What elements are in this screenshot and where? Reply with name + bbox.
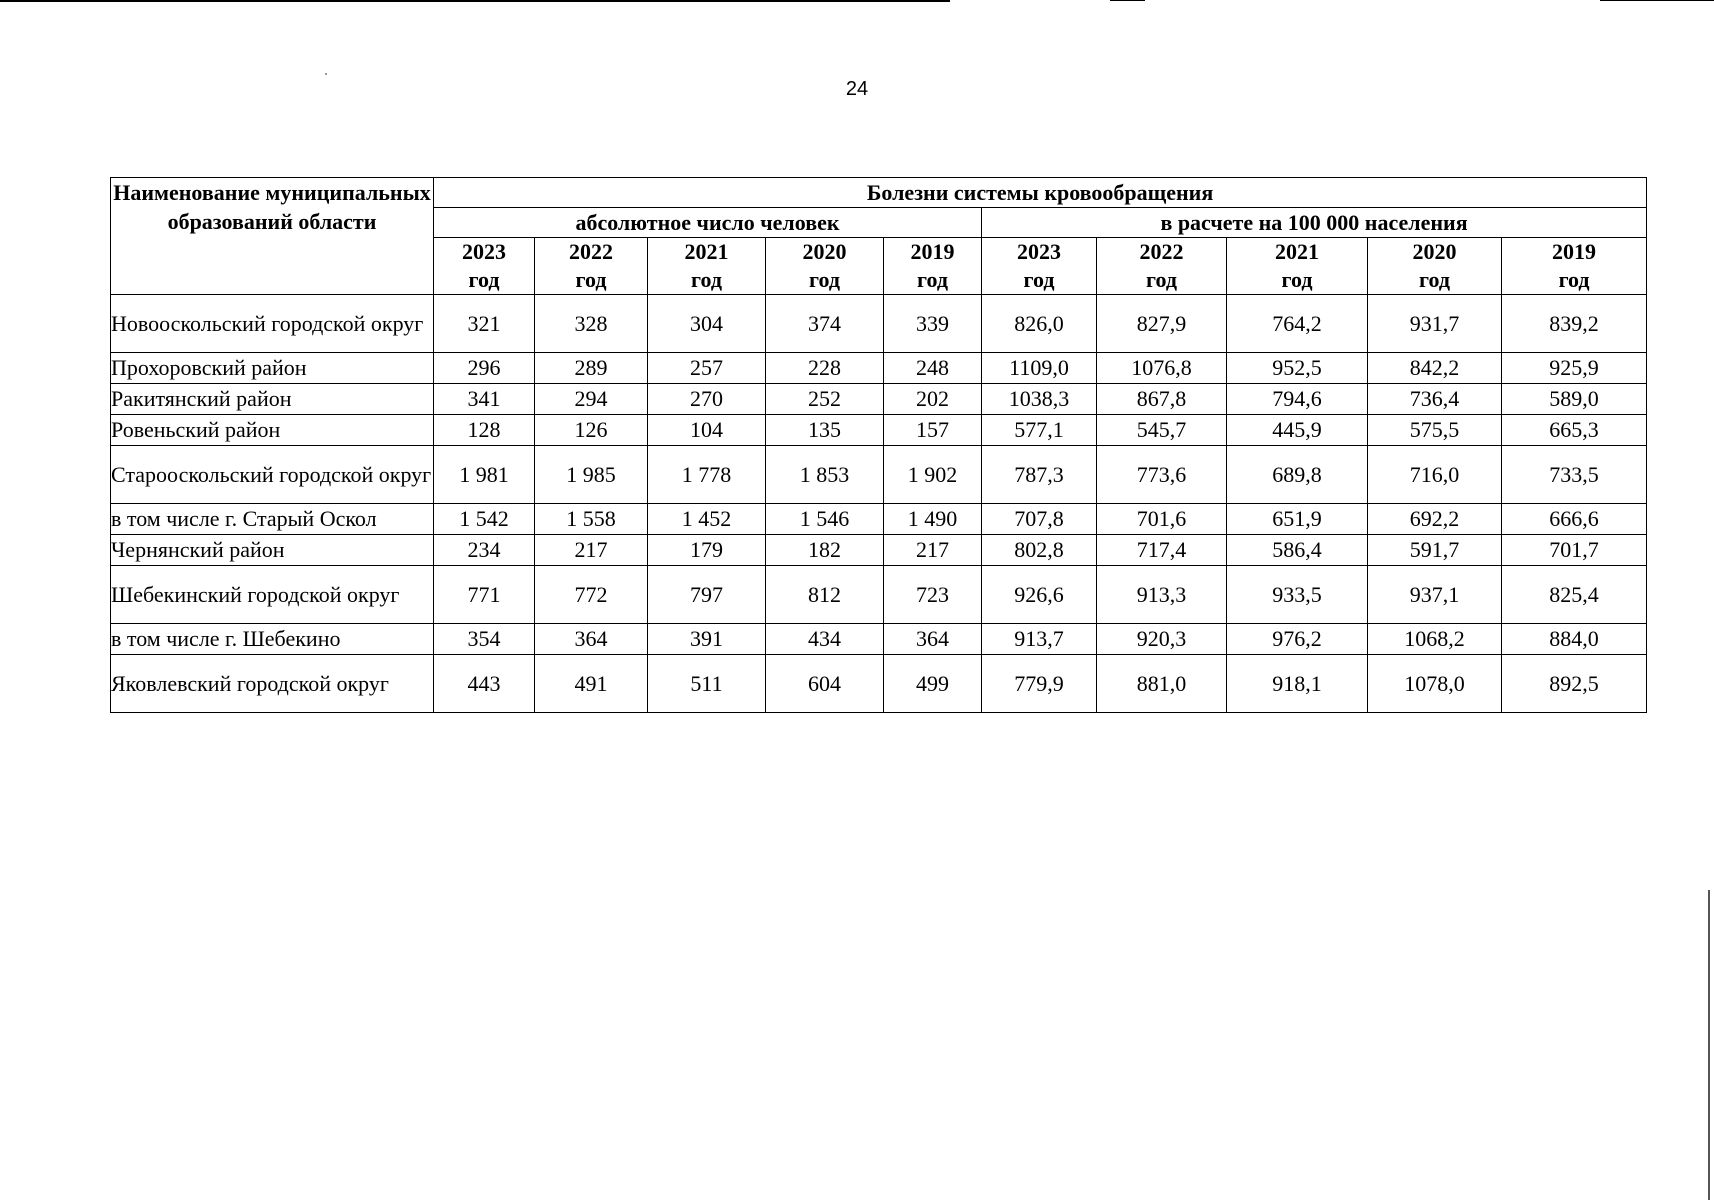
per100k-value-cell: 867,8 — [1097, 384, 1227, 415]
scan-side-line — [1708, 890, 1710, 1200]
table-row — [111, 353, 1647, 384]
per100k-value-cell: 1078,0 — [1368, 655, 1502, 713]
per100k-value-cell: 937,1 — [1368, 566, 1502, 624]
scan-edge-line — [0, 0, 950, 2]
per100k-value-cell: 773,6 — [1097, 446, 1227, 504]
absolute-value-cell: 364 — [535, 624, 648, 655]
year-header — [535, 238, 648, 295]
year-label: 2021 — [1275, 239, 1319, 264]
absolute-value-cell: 104 — [648, 415, 766, 446]
per100k-value-cell: 787,3 — [982, 446, 1097, 504]
per100k-value-cell: 764,2 — [1227, 295, 1368, 353]
year-suffix: год — [917, 267, 948, 292]
table-row — [111, 566, 1647, 624]
table-row — [111, 295, 1647, 353]
absolute-value-cell: 511 — [648, 655, 766, 713]
table-row — [111, 384, 1647, 415]
year-label: 2019 — [1552, 239, 1597, 264]
per100k-value-cell: 445,9 — [1227, 415, 1368, 446]
absolute-value-cell: 374 — [766, 295, 884, 353]
per100k-value-cell: 926,6 — [982, 566, 1097, 624]
per100k-value-cell: 651,9 — [1227, 504, 1368, 535]
year-label: 2023 — [462, 239, 506, 264]
absolute-value-cell: 248 — [884, 353, 982, 384]
year-label: 2019 — [910, 239, 955, 264]
municipality-name: в том числе г. Старый Оскол — [111, 504, 434, 535]
absolute-value-cell: 1 778 — [648, 446, 766, 504]
per100k-value-cell: 666,6 — [1502, 504, 1647, 535]
absolute-value-cell: 257 — [648, 353, 766, 384]
municipality-name: Старооскольский городской округ — [111, 446, 434, 504]
per100k-value-cell: 577,1 — [982, 415, 1097, 446]
absolute-value-cell: 1 452 — [648, 504, 766, 535]
absolute-value-cell: 217 — [884, 535, 982, 566]
per100k-value-cell: 779,9 — [982, 655, 1097, 713]
per100k-value-cell: 881,0 — [1097, 655, 1227, 713]
per100k-value-cell: 918,1 — [1227, 655, 1368, 713]
absolute-subheader: абсолютное число человек — [434, 208, 982, 238]
page-number: 24 — [845, 78, 869, 100]
per100k-value-cell: 701,6 — [1097, 504, 1227, 535]
absolute-value-cell: 491 — [535, 655, 648, 713]
absolute-value-cell: 499 — [884, 655, 982, 713]
absolute-value-cell: 321 — [434, 295, 535, 353]
absolute-value-cell: 234 — [434, 535, 535, 566]
year-header — [434, 238, 535, 295]
absolute-value-cell: 1 902 — [884, 446, 982, 504]
absolute-value-cell: 1 546 — [766, 504, 884, 535]
group-header: Болезни системы кровообращения — [434, 178, 1647, 208]
absolute-value-cell: 126 — [535, 415, 648, 446]
absolute-value-cell: 772 — [535, 566, 648, 624]
scan-edge-line — [1600, 0, 1714, 1]
absolute-value-cell: 723 — [884, 566, 982, 624]
per100k-value-cell: 802,8 — [982, 535, 1097, 566]
per100k-value-cell: 931,7 — [1368, 295, 1502, 353]
absolute-value-cell: 1 558 — [535, 504, 648, 535]
per100k-value-cell: 733,5 — [1502, 446, 1647, 504]
scan-edge-line — [1110, 0, 1145, 1]
year-header — [648, 238, 766, 295]
year-suffix: год — [809, 267, 840, 292]
year-header — [1502, 238, 1647, 295]
year-header — [1368, 238, 1502, 295]
per100k-value-cell: 925,9 — [1502, 353, 1647, 384]
per100k-subheader: в расчете на 100 000 населения — [982, 208, 1647, 238]
per100k-value-cell: 913,7 — [982, 624, 1097, 655]
per100k-value-cell: 794,6 — [1227, 384, 1368, 415]
absolute-value-cell: 1 542 — [434, 504, 535, 535]
per100k-value-cell: 976,2 — [1227, 624, 1368, 655]
municipality-name: Шебекинский городской округ — [111, 566, 434, 624]
absolute-value-cell: 604 — [766, 655, 884, 713]
absolute-value-cell: 217 — [535, 535, 648, 566]
municipality-name: Прохоровский район — [111, 353, 434, 384]
absolute-value-cell: 391 — [648, 624, 766, 655]
absolute-value-cell: 128 — [434, 415, 535, 446]
per100k-value-cell: 716,0 — [1368, 446, 1502, 504]
absolute-value-cell: 304 — [648, 295, 766, 353]
absolute-value-cell: 339 — [884, 295, 982, 353]
per100k-value-cell: 826,0 — [982, 295, 1097, 353]
per100k-value-cell: 1109,0 — [982, 353, 1097, 384]
year-header — [1227, 238, 1368, 295]
statistics-table — [110, 177, 1647, 713]
per100k-value-cell: 913,3 — [1097, 566, 1227, 624]
year-label: 2022 — [569, 239, 613, 264]
name-column-header: Наименование муниципальных образований области — [111, 178, 434, 295]
year-suffix: год — [1146, 267, 1177, 292]
per100k-value-cell: 575,5 — [1368, 415, 1502, 446]
per100k-value-cell: 952,5 — [1227, 353, 1368, 384]
table-row — [111, 446, 1647, 504]
per100k-value-cell: 933,5 — [1227, 566, 1368, 624]
absolute-value-cell: 341 — [434, 384, 535, 415]
per100k-value-cell: 1068,2 — [1368, 624, 1502, 655]
absolute-value-cell: 1 981 — [434, 446, 535, 504]
per100k-value-cell: 827,9 — [1097, 295, 1227, 353]
year-suffix: год — [1281, 267, 1313, 292]
per100k-value-cell: 545,7 — [1097, 415, 1227, 446]
absolute-value-cell: 179 — [648, 535, 766, 566]
absolute-value-cell: 797 — [648, 566, 766, 624]
table-row — [111, 415, 1647, 446]
per100k-value-cell: 586,4 — [1227, 535, 1368, 566]
municipality-name: Ровеньский район — [111, 415, 434, 446]
per100k-value-cell: 1076,8 — [1097, 353, 1227, 384]
absolute-value-cell: 1 853 — [766, 446, 884, 504]
municipality-name: Чернянский район — [111, 535, 434, 566]
per100k-value-cell: 825,4 — [1502, 566, 1647, 624]
per100k-value-cell: 736,4 — [1368, 384, 1502, 415]
per100k-value-cell: 692,2 — [1368, 504, 1502, 535]
year-header — [1097, 238, 1227, 295]
per100k-value-cell: 884,0 — [1502, 624, 1647, 655]
absolute-value-cell: 812 — [766, 566, 884, 624]
per100k-value-cell: 701,7 — [1502, 535, 1647, 566]
per100k-value-cell: 717,4 — [1097, 535, 1227, 566]
per100k-value-cell: 589,0 — [1502, 384, 1647, 415]
absolute-value-cell: 296 — [434, 353, 535, 384]
year-suffix: год — [1023, 267, 1055, 292]
municipality-name: Ракитянский район — [111, 384, 434, 415]
absolute-value-cell: 289 — [535, 353, 648, 384]
per100k-value-cell: 689,8 — [1227, 446, 1368, 504]
per100k-value-cell: 591,7 — [1368, 535, 1502, 566]
per100k-value-cell: 1038,3 — [982, 384, 1097, 415]
per100k-value-cell: 665,3 — [1502, 415, 1647, 446]
year-label: 2023 — [1017, 239, 1061, 264]
scan-speck — [325, 73, 327, 75]
municipality-name: в том числе г. Шебекино — [111, 624, 434, 655]
absolute-value-cell: 328 — [535, 295, 648, 353]
absolute-value-cell: 364 — [884, 624, 982, 655]
per100k-value-cell: 892,5 — [1502, 655, 1647, 713]
absolute-value-cell: 1 490 — [884, 504, 982, 535]
year-header — [884, 238, 982, 295]
table-row — [111, 655, 1647, 713]
per100k-value-cell: 707,8 — [982, 504, 1097, 535]
per100k-value-cell: 842,2 — [1368, 353, 1502, 384]
municipality-name: Новооскольский городской округ — [111, 295, 434, 353]
year-suffix: год — [691, 267, 722, 292]
year-label: 2022 — [1139, 239, 1184, 264]
municipality-name: Яковлевский городской округ — [111, 655, 434, 713]
year-suffix: год — [468, 267, 500, 292]
absolute-value-cell: 443 — [434, 655, 535, 713]
year-suffix: год — [1419, 267, 1450, 292]
absolute-value-cell: 252 — [766, 384, 884, 415]
per100k-value-cell: 920,3 — [1097, 624, 1227, 655]
year-label: 2020 — [1412, 239, 1457, 264]
year-suffix: год — [575, 267, 607, 292]
absolute-value-cell: 294 — [535, 384, 648, 415]
absolute-value-cell: 157 — [884, 415, 982, 446]
year-suffix: год — [1558, 267, 1590, 292]
year-label: 2020 — [802, 239, 847, 264]
table-row — [111, 504, 1647, 535]
absolute-value-cell: 771 — [434, 566, 535, 624]
per100k-value-cell: 839,2 — [1502, 295, 1647, 353]
absolute-value-cell: 182 — [766, 535, 884, 566]
absolute-value-cell: 202 — [884, 384, 982, 415]
absolute-value-cell: 354 — [434, 624, 535, 655]
year-label: 2021 — [684, 239, 729, 264]
absolute-value-cell: 434 — [766, 624, 884, 655]
absolute-value-cell: 270 — [648, 384, 766, 415]
year-header — [982, 238, 1097, 295]
absolute-value-cell: 228 — [766, 353, 884, 384]
absolute-value-cell: 1 985 — [535, 446, 648, 504]
absolute-value-cell: 135 — [766, 415, 884, 446]
year-header — [766, 238, 884, 295]
table-row — [111, 535, 1647, 566]
table-row — [111, 624, 1647, 655]
